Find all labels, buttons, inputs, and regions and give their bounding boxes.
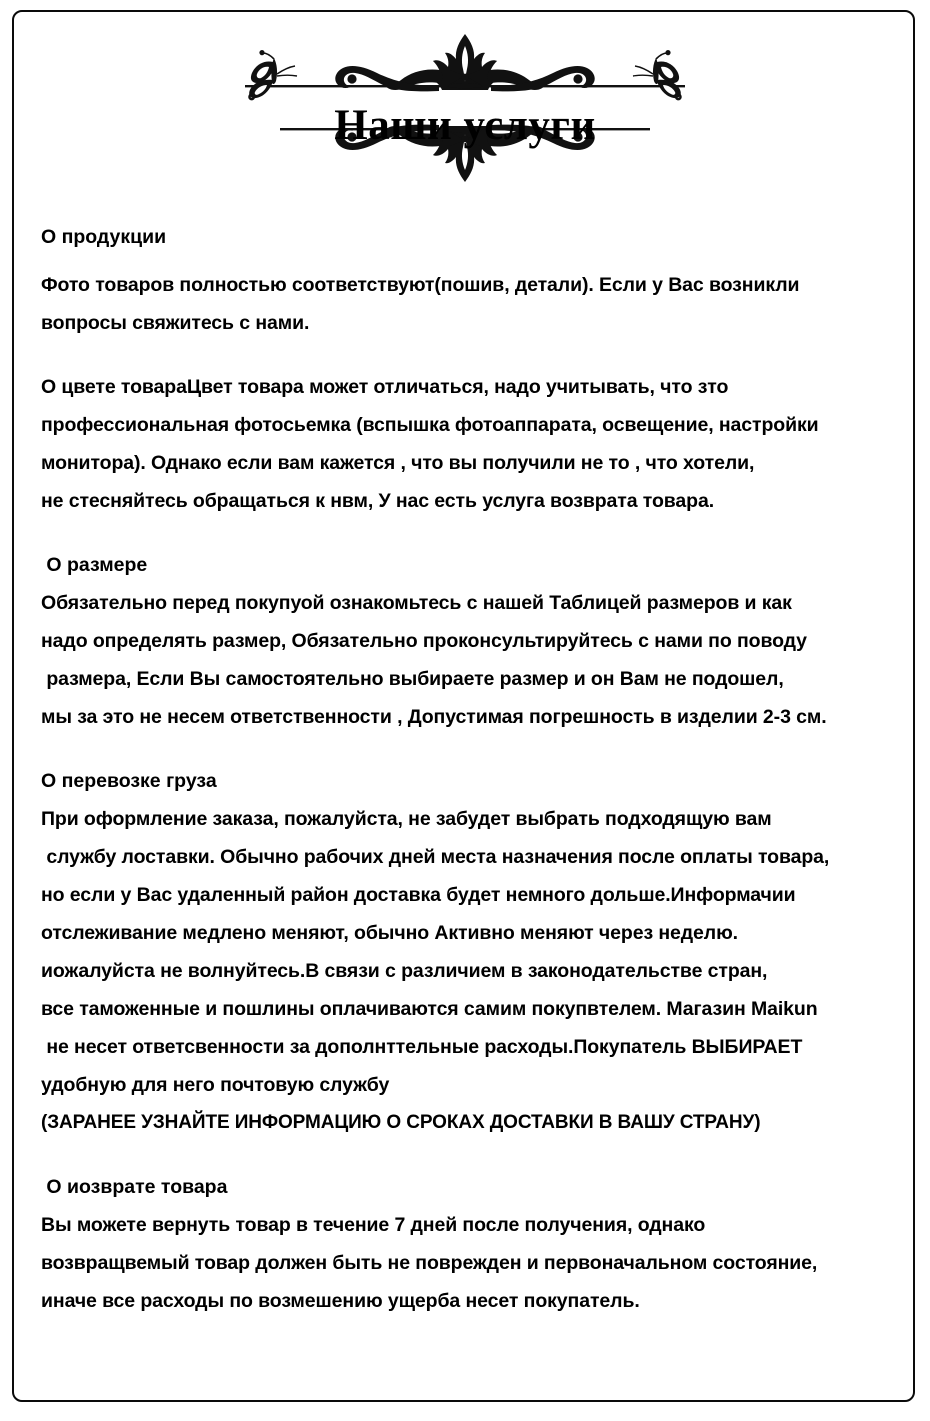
section-line: не несет ответсвенности за дополнттельные расходы.Покупатель ВЫБИРАЕТ (41, 1036, 803, 1058)
section-heading: О продукции (41, 226, 167, 248)
section-line: При оформление заказа, пожалуйста, не забудет выбрать подходящую вам (41, 808, 772, 830)
section-line: размера, Если Вы самостоятельно выбираете размер и он Вам не подошел, (41, 668, 784, 690)
section-line: Фото товаров полностью соответствуют(пошив, детали). Если у Вас возникли (41, 274, 800, 296)
delivery-time-notice: (ЗАРАНЕЕ УЗНАЙТЕ ИНФОРМАЦИЮ О СРОКАХ ДОСТАВКИ В ВАШУ СТРАНУ) (41, 1112, 761, 1133)
section-line: Вы можете вернуть товар в течение 7 дней после получения, однако (41, 1214, 706, 1236)
section-line: вопросы свяжитесь с нами. (41, 312, 310, 334)
spacer (41, 256, 901, 266)
butterfly-left-icon (248, 50, 297, 100)
section-line: службу лоставки. Обычно рабочих дней места назначения после оплаты товара, (41, 846, 830, 868)
section-about-color (41, 368, 901, 520)
section-line: иначе все расходы по возмешению ущерба несет покупатель. (41, 1290, 640, 1312)
section-line: иожалуйста не волнуйтесь.В связи с различием в законодательстве стран, (41, 960, 768, 982)
services-content (41, 218, 901, 1320)
page-title: Наши услуги (334, 102, 596, 149)
section-line: все таможенные и пошлины оплачиваются самим покупвтелем. Магазин Maikun (41, 998, 818, 1020)
section-heading: О перевозке груза (41, 770, 217, 792)
section-line: удобную для него почтовую службу (41, 1074, 390, 1096)
section-line: мы за это не несем ответственности , Допустимая погрешность в изделии 2-3 см. (41, 706, 827, 728)
section-line: О цвете товараЦвет товара может отличаться, надо учитывать, что зто (41, 376, 729, 398)
section-line: возвращвемый товар должен быть не поврежден и первоначальном состояние, (41, 1252, 818, 1274)
section-heading: О иозврате товара (41, 1176, 228, 1198)
section-about-return (41, 1168, 901, 1320)
section-line: не стесняйтесь обращаться к нвм, У нас есть услуга возврата товара. (41, 490, 715, 512)
section-line: отслеживание медлено меняют, обычно Активно меняют через неделю. (41, 922, 738, 944)
section-line: надо определять размер, Обязательно проконсультируйтесь с нами по поводу (41, 630, 807, 652)
section-line: Обязательно перед покупуой ознакомьтесь с нашей Таблицей размеров и как (41, 592, 792, 614)
decorative-header-banner (0, 28, 930, 188)
top-flourish (335, 34, 594, 91)
section-line: монитора). Однако если вам кажется , что вы получили не то , что хотели, (41, 452, 755, 474)
section-heading: О размере (41, 554, 148, 576)
section-line: но если у Вас удаленный район доставка будет немного дольше.Информачии (41, 884, 796, 906)
section-line: профессиональная фотосьемка (вспышка фотоаппарата, освещение, настройки (41, 414, 819, 436)
section-about-size (41, 546, 901, 736)
butterfly-right-icon (633, 50, 682, 100)
section-about-product (41, 218, 901, 342)
section-about-shipping (41, 762, 901, 1142)
